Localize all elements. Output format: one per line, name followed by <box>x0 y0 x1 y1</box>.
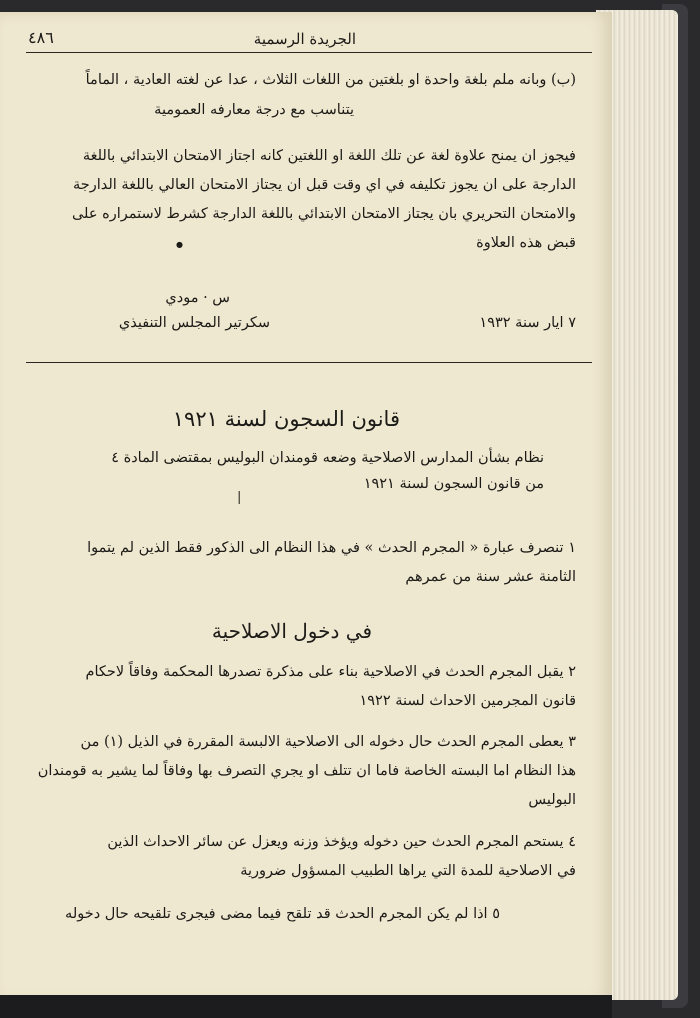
signatory-name: س · مودي <box>165 290 230 306</box>
article-2-line: ٢ يقبل المجرم الحدث في الاصلاحية بناء على مذكرة تصدرها المحكمة وفاقاً لاحكام <box>85 664 576 680</box>
article-3-line: البوليس <box>528 792 576 808</box>
scan-bottom-edge <box>0 995 612 1018</box>
law-subtitle-line: نظام بشأن المدارس الاصلاحية وضعه قومندان البوليس بمقتضى المادة ٤ <box>111 450 544 466</box>
margin-bracket: | <box>237 490 242 505</box>
paragraph-line: والامتحان التحريري بان يجتاز الامتحان الابتدائي باللغة الدارجة كشرط لاستمراره على <box>71 206 576 222</box>
law-title: قانون السجون لسنة ١٩٢١ <box>172 407 400 431</box>
article-1-line: الثامنة عشر سنة من عمرهم <box>405 569 576 585</box>
article-1-line: ١ تنصرف عبارة « المجرم الحدث » في هذا النظام الى الذكور فقط الذين لم يتموا <box>87 540 576 556</box>
article-4-line: في الاصلاحية للمدة التي يراها الطبيب المسؤول ضرورية <box>240 863 576 879</box>
ink-dot: ● <box>176 240 183 249</box>
section-divider <box>26 362 592 363</box>
page-number: ٤٨٦ <box>28 28 54 47</box>
signature-date: ٧ ايار سنة ١٩٣٢ <box>479 315 576 331</box>
header-rule <box>26 52 592 53</box>
article-3-line: هذا النظام اما البسته الخاصة فاما ان تتلف او يجري التصرف بها وفاقاً لما يشير به قومندان <box>37 763 576 779</box>
article-2-line: قانون المجرمين الاحداث لسنة ١٩٢٢ <box>359 693 576 709</box>
signatory-position: سكرتير المجلس التنفيذي <box>118 315 270 331</box>
article-3-line: ٣ يعطى المجرم الحدث حال دخوله الى الاصلاحية الالبسة المقررة في الذيل (١) من <box>80 734 576 750</box>
law-subtitle-line: من قانون السجون لسنة ١٩٢١ <box>363 476 544 492</box>
document-page <box>0 12 612 1002</box>
paragraph-line: قبض هذه العلاوة <box>476 235 576 251</box>
paragraph-line: فيجوز ان يمنح علاوة لغة عن تلك اللغة او اللغتين كانه اجتاز الامتحان الابتدائي باللغة <box>82 148 576 164</box>
section-title: في دخول الاصلاحية <box>211 619 372 643</box>
header-title: الجريدة الرسمية <box>253 30 356 48</box>
article-4-line: ٤ يستحم المجرم الحدث حين دخوله ويؤخذ وزنه ويعزل عن سائر الاحداث الذين <box>107 834 576 850</box>
article-5-line: ٥ اذا لم يكن المجرم الحدث قد تلقح فيما مضى فيجرى تلقيحه حال دخوله <box>65 906 500 922</box>
item-b-line: يتناسب مع درجة معارفه العمومية <box>154 102 354 118</box>
item-b-line: (ب) وبانه ملم بلغة واحدة او بلغتين من اللغات الثلاث ، عدا عن لغته العادية ، الماماً <box>85 72 576 88</box>
paragraph-line: الدارجة على ان يجوز تكليفه في اي وقت قبل ان يجتاز الامتحان العالي باللغة الدارجة <box>72 177 576 193</box>
